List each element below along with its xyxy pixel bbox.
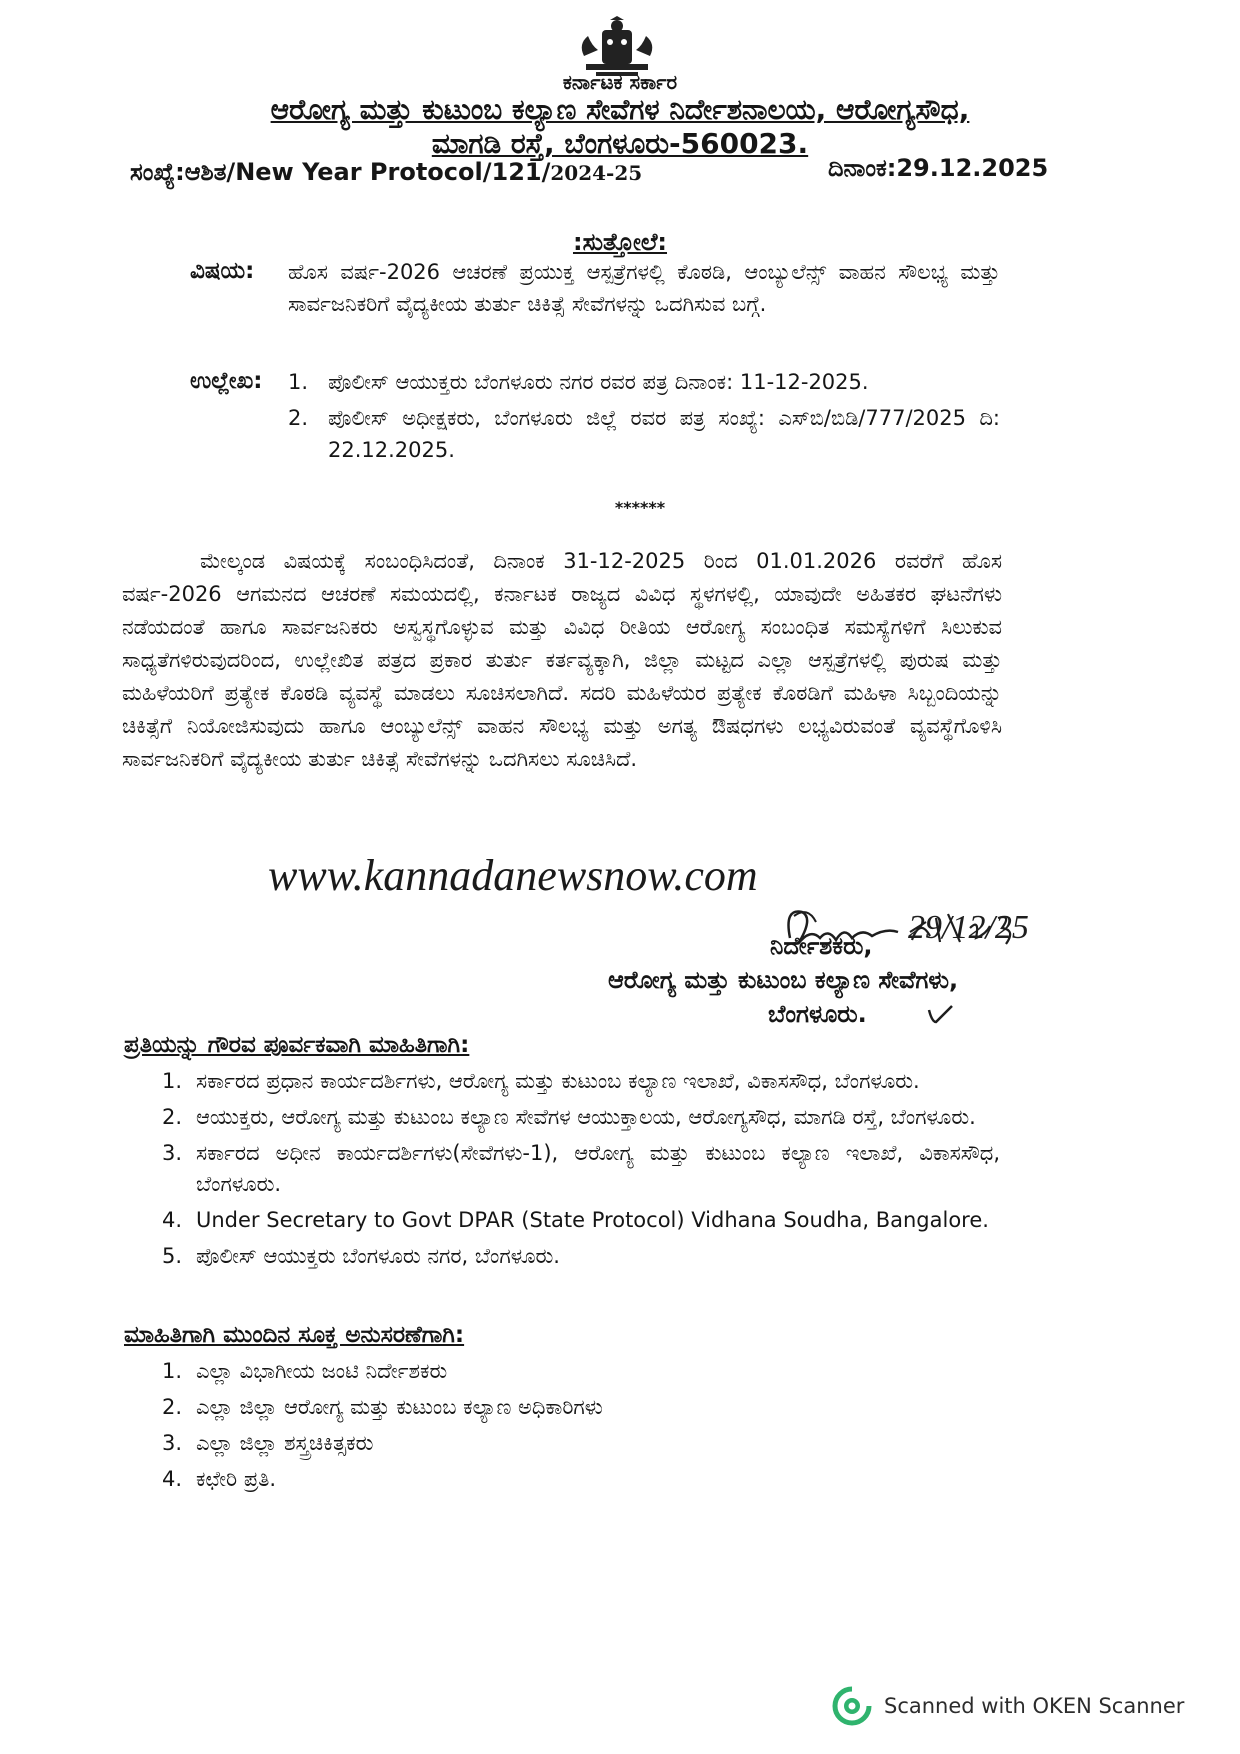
tick-mark-icon bbox=[926, 1002, 954, 1026]
reference-number-text: ಸಂಖ್ಯೆ:ಆಶಿತ/New Year Protocol/121/ bbox=[130, 158, 551, 186]
government-name: ಕರ್ನಾಟಕ ಸರ್ಕಾರ bbox=[562, 70, 678, 94]
reference-label: ಉಲ್ಲೇಖ: bbox=[190, 368, 263, 394]
for-information-list bbox=[162, 1356, 1000, 1500]
list-item-text: ಕಛೇರಿ ಪ್ರತಿ. bbox=[196, 1467, 277, 1491]
list-item-number: 1. bbox=[162, 1359, 183, 1383]
oken-scanner-icon bbox=[832, 1686, 872, 1726]
list-item-text: ಎಲ್ಲಾ ಜಿಲ್ಲಾ ಆರೋಗ್ಯ ಮತ್ತು ಕುಟುಂಬ ಕಲ್ಯಾಣ ಅಧಿಕಾರಿಗಳು bbox=[196, 1395, 603, 1419]
signature-date: 29/12/25 bbox=[908, 909, 1029, 946]
list-item-number: 3. bbox=[162, 1431, 183, 1455]
list-item-number: 4. bbox=[162, 1208, 183, 1232]
list-item bbox=[162, 1066, 1000, 1097]
body-paragraph: ಮೇಲ್ಕಂಡ ವಿಷಯಕ್ಕೆ ಸಂಬಂಧಿಸಿದಂತೆ, ದಿನಾಂಕ 31-12-2025 ರಿಂದ 01.01.2026 ರವರೆಗೆ ಹೊಸ ವರ್ಷ-2026 ಆಗಮನದ ಆಚರಣೆ ಸಮಯದಲ್ಲಿ, ಕರ್ನಾಟಕ ರಾಜ್ಯದ ವಿವಿಧ ಸ್ಥಳಗಳಲ್ಲಿ, ಯಾವುದೇ ಅಹಿತಕರ ಘಟನೆಗಳು ನಡೆಯದಂತೆ ಹಾಗೂ ಸಾರ್ವಜನಿಕರು ಅಸ್ವಸ್ಥಗೊಳ್ಳುವ ಮತ್ತು ವಿವಿಧ ರೀತಿಯ ಆರೋಗ್ಯ ಸಂಬಂಧಿತ ಸಮಸ್ಯೆಗಳಿಗೆ ಸಿಲುಕುವ ಸಾಧ್ಯತೆಗಳಿರುವುದರಿಂದ, ಉಲ್ಲೇಖಿತ ಪತ್ರದ ಪ್ರಕಾರ ತುರ್ತು ಕರ್ತವ್ಯಕ್ಕಾಗಿ, ಜಿಲ್ಲಾ ಮಟ್ಟದ ಎಲ್ಲಾ ಆಸ್ಪತ್ರೆಗಳಲ್ಲಿ ಪುರುಷ ಮತ್ತು ಮಹಿಳೆಯರಿಗೆ ಪ್ರತ್ಯೇಕ ಕೊಠಡಿ ವ್ಯವಸ್ಥೆ ಮಾಡಲು ಸೂಚಿಸಲಾಗಿದೆ. ಸದರಿ ಮಹಿಳೆಯರ ಪ್ರತ್ಯೇಕ ಕೊಠಡಿಗೆ ಮಹಿಳಾ ಸಿಬ್ಬಂದಿಯನ್ನು ಚಿಕಿತ್ಸೆಗೆ ನಿಯೋಜಿಸುವುದು ಹಾಗೂ ಆಂಬ್ಯುಲೆನ್ಸ್ ವಾಹನ ಸೌಲಭ್ಯ ಮತ್ತು ಅಗತ್ಯ ಔಷಧಗಳು ಲಭ್ಯವಿರುವಂತೆ ವ್ಯವಸ್ಥೆಗೊಳಿಸಿ ಸಾರ್ವಜನಿಕರಿಗೆ ವೈದ್ಯಕೀಯ ತುರ್ತು ಚಿಕಿತ್ಸೆ ಸೇವೆಗಳನ್ನು ಒದಗಿಸಲು ಸೂಚಿಸಿದೆ. bbox=[122, 549, 1002, 771]
for-information-heading: ಮಾಹಿತಿಗಾಗಿ ಮುಂದಿನ ಸೂಕ್ತ ಅನುಸರಣೆಗಾಗಿ: bbox=[124, 1322, 465, 1348]
list-item bbox=[162, 1464, 1000, 1495]
signatory-department: ಆರೋಗ್ಯ ಮತ್ತು ಕುಟುಂಬ ಕಲ್ಯಾಣ ಸೇವೆಗಳು, bbox=[608, 966, 959, 994]
reference-number bbox=[130, 158, 642, 186]
signatory-title: ನಿರ್ದೇಶಕರು, bbox=[770, 932, 873, 960]
list-item bbox=[162, 1241, 1000, 1272]
copy-to-heading: ಪ್ರತಿಯನ್ನು ಗೌರವ ಪೂರ್ವಕವಾಗಿ ಮಾಹಿತಿಗಾಗಿ: bbox=[124, 1032, 470, 1058]
list-item bbox=[162, 1205, 1000, 1236]
list-item-text: ಸರ್ಕಾರದ ಪ್ರಧಾನ ಕಾರ್ಯದರ್ಶಿಗಳು, ಆರೋಗ್ಯ ಮತ್ತು ಕುಟುಂಬ ಕಲ್ಯಾಣ ಇಲಾಖೆ, ವಿಕಾಸಸೌಧ, ಬೆಂಗಳೂರು. bbox=[196, 1069, 920, 1093]
list-item-number: 3. bbox=[162, 1141, 183, 1165]
scanner-badge-text: Scanned with OKEN Scanner bbox=[884, 1694, 1185, 1718]
circular-title: :ಸುತ್ತೋಲೆ: bbox=[572, 228, 668, 256]
list-item bbox=[162, 1102, 1000, 1133]
list-item bbox=[162, 1138, 1000, 1200]
reference-item-number: 2. bbox=[288, 406, 309, 430]
list-item bbox=[162, 1356, 1000, 1387]
signatory-place: ಬೆಂಗಳೂರು. bbox=[768, 1000, 867, 1028]
list-item-text: ಎಲ್ಲಾ ವಿಭಾಗೀಯ ಜಂಟಿ ನಿರ್ದೇಶಕರು bbox=[196, 1359, 448, 1383]
list-item-text: ಆಯುಕ್ತರು, ಆರೋಗ್ಯ ಮತ್ತು ಕುಟುಂಬ ಕಲ್ಯಾಣ ಸೇವೆಗಳ ಆಯುಕ್ತಾಲಯ, ಆರೋಗ್ಯಸೌಧ, ಮಾಗಡಿ ರಸ್ತೆ, ಬೆಂಗಳೂರು. bbox=[196, 1105, 976, 1129]
list-item-number: 2. bbox=[162, 1105, 183, 1129]
copy-to-list bbox=[162, 1066, 1000, 1277]
department-address-line-2: ಮಾಗಡಿ ರಸ್ತೆ, ಬೆಂಗಳೂರು-560023. bbox=[431, 127, 809, 160]
list-item-number: 2. bbox=[162, 1395, 183, 1419]
list-item-text: Under Secretary to Govt DPAR (State Protocol) Vidhana Soudha, Bangalore. bbox=[196, 1208, 989, 1232]
reference-item bbox=[288, 366, 1000, 398]
department-name-line-1: ಆರೋಗ್ಯ ಮತ್ತು ಕುಟುಂಬ ಕಲ್ಯಾಣ ಸೇವೆಗಳ ನಿರ್ದೇಶನಾಲಯ, ಆರೋಗ್ಯಸೌಧ, bbox=[270, 93, 970, 126]
list-item-number: 5. bbox=[162, 1244, 183, 1268]
list-item-number: 1. bbox=[162, 1069, 183, 1093]
scanner-badge bbox=[832, 1686, 1184, 1726]
list-item bbox=[162, 1392, 1000, 1423]
list-item-number: 4. bbox=[162, 1467, 183, 1491]
reference-item-number: 1. bbox=[288, 370, 309, 394]
list-item bbox=[162, 1428, 1000, 1459]
subject-text: ಹೊಸ ವರ್ಷ-2026 ಆಚರಣೆ ಪ್ರಯುಕ್ತ ಆಸ್ಪತ್ರೆಗಳಲ್ಲಿ ಕೊಠಡಿ, ಆಂಬ್ಯುಲೆನ್ಸ್ ವಾಹನ ಸೌಲಭ್ಯ ಮತ್ತು ಸಾರ್ವಜನಿಕರಿಗೆ ವೈದ್ಯಕೀಯ ತುರ್ತು ಚಿಕಿತ್ಸೆ ಸೇವೆಗಳನ್ನು ಒದಗಿಸುವ ಬಗ್ಗೆ. bbox=[288, 260, 1000, 316]
list-item-text: ಸರ್ಕಾರದ ಅಧೀನ ಕಾರ್ಯದರ್ಶಿಗಳು(ಸೇವೆಗಳು-1), ಆರೋಗ್ಯ ಮತ್ತು ಕುಟುಂಬ ಕಲ್ಯಾಣ ಇಲಾಖೆ, ವಿಕಾಸಸೌಧ, ಬೆಂಗಳೂರು. bbox=[196, 1141, 1000, 1196]
reference-list bbox=[288, 366, 1000, 470]
reference-item-text: ಪೊಲೀಸ್ ಅಧೀಕ್ಷಕರು, ಬೆಂಗಳೂರು ಜಿಲ್ಲೆ ರವರ ಪತ್ರ ಸಂಖ್ಯೆ: ಎಸ್‌ಬಿ/ಬಿಡಿ/777/2025 ದಿ: 22.12.2025. bbox=[328, 406, 1000, 462]
separator-stars: ****** bbox=[614, 498, 666, 517]
reference-year: 2024-25 bbox=[550, 161, 643, 185]
reference-item-text: ಪೊಲೀಸ್ ಆಯುಕ್ತರು ಬೆಂಗಳೂರು ನಗರ ರವರ ಪತ್ರ ದಿನಾಂಕ: 11-12-2025. bbox=[328, 370, 869, 394]
list-item-text: ಎಲ್ಲಾ ಜಿಲ್ಲಾ ಶಸ್ತ್ರಚಿಕಿತ್ಸಕರು bbox=[196, 1431, 374, 1455]
document-date: ದಿನಾಂಕ:29.12.2025 bbox=[828, 154, 1049, 182]
list-item-text: ಪೊಲೀಸ್ ಆಯುಕ್ತರು ಬೆಂಗಳೂರು ನಗರ, ಬೆಂಗಳೂರು. bbox=[196, 1244, 560, 1268]
reference-item bbox=[288, 402, 1000, 466]
subject-label: ವಿಷಯ: bbox=[190, 258, 255, 284]
website-watermark: www.kannadanewsnow.com bbox=[268, 851, 758, 900]
